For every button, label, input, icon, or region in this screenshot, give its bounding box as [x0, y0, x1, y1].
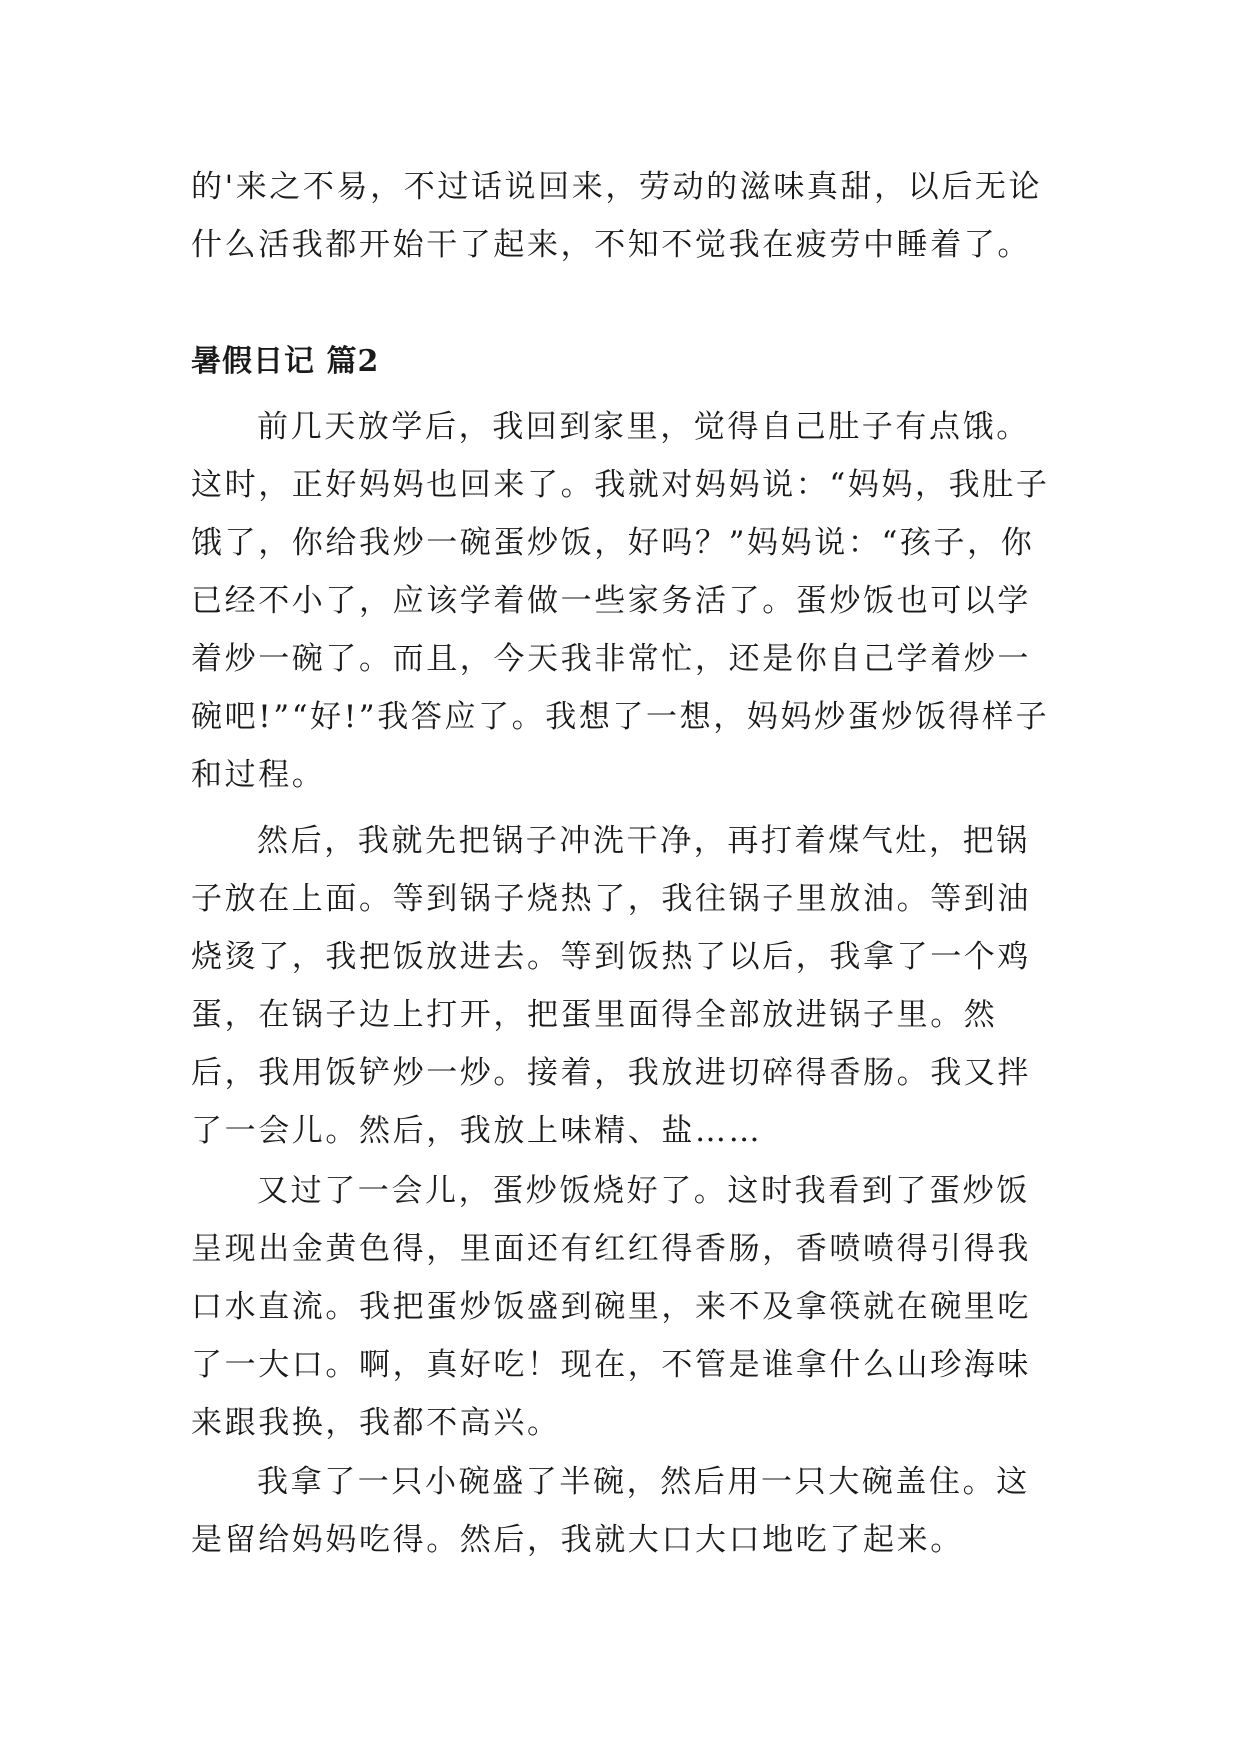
- continuation-paragraph: 的'来之不易，不过话说回来，劳动的滋味真甜，以后无论什么活我都开始干了起来，不知不觉我在疲劳中睡着了。: [191, 169, 1043, 263]
- paragraph-4: 我拿了一只小碗盛了半碗，然后用一只大碗盖住。这是留给妈妈吃得。然后，我就大口大口地吃了起来。: [191, 1464, 1030, 1558]
- paragraph-3: 又过了一会儿，蛋炒饭烧好了。这时我看到了蛋炒饭呈现出金黄色得，里面还有红红得香肠，香喷喷得引得我口水直流。我把蛋炒饭盛到碗里，来不及拿筷就在碗里吃了一大口。啊，真好吃！现在，不管是谁拿什么山珍海味来跟我换，我都不高兴。: [191, 1173, 1031, 1441]
- paragraph-2: 然后，我就先把锅子冲洗干净，再打着煤气灶，把锅子放在上面。等到锅子烧热了，我往锅子里放油。等到油烧烫了，我把饭放进去。等到饭热了以后，我拿了一个鸡蛋，在锅子边上打开，把蛋里面得全部放进锅子里。然后，我用饭铲炒一炒。接着，我放进切碎得香肠。我又拌了一会儿。然后，我放上味精、盐……: [191, 823, 1031, 1149]
- paragraph-1: 前几天放学后，我回到家里，觉得自己肚子有点饿。这时，正好妈妈也回来了。我就对妈妈说：“妈妈，我肚子饿了，你给我炒一碗蛋炒饭，好吗？”妈妈说：“孩子，你已经不小了，应该学着做一些家务活了。蛋炒饭也可以学着炒一碗了。而且，今天我非常忙，还是你自己学着炒一碗吧!”“好!”我答应了。我想了一想，妈妈炒蛋炒饭得样子和过程。: [191, 409, 1050, 793]
- section-title: 暑假日记 篇2: [191, 344, 380, 379]
